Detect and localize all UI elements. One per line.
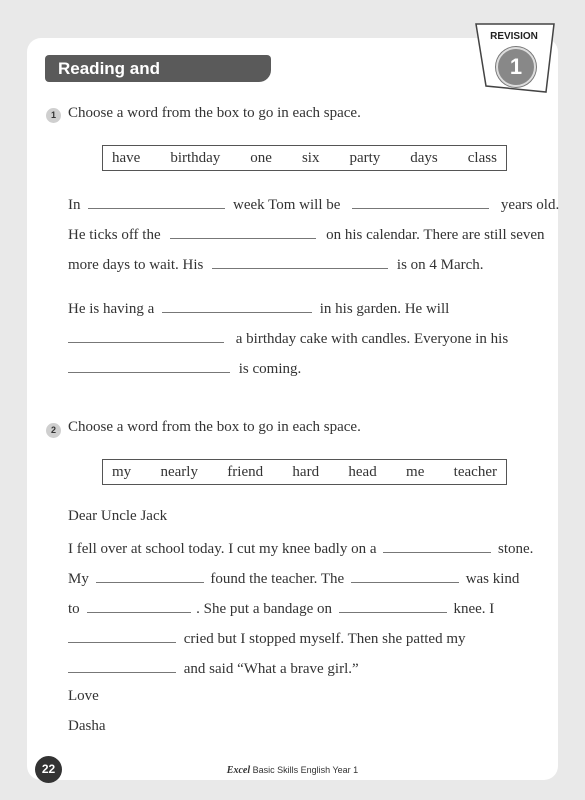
- answer-blank[interactable]: [68, 328, 224, 343]
- question-2-instruction: Choose a word from the box to go in each space.: [68, 419, 361, 435]
- revision-tab: [474, 22, 556, 94]
- passage-text: knee. I: [453, 601, 495, 617]
- passage-text: In: [68, 197, 81, 213]
- word-box-item: friend: [227, 463, 264, 480]
- revision-number: 1: [496, 47, 536, 87]
- word-box-1: [102, 145, 507, 171]
- passage-line: [68, 628, 466, 648]
- passage-text: to: [68, 601, 80, 617]
- word-box-item: have: [112, 149, 141, 166]
- word-box-item: class: [467, 149, 497, 166]
- answer-blank[interactable]: [88, 194, 225, 209]
- revision-label: REVISION: [490, 31, 538, 42]
- word-box-item: party: [349, 149, 381, 166]
- passage-line: [68, 598, 494, 618]
- answer-blank[interactable]: [339, 598, 447, 613]
- letter-signature: Dasha: [68, 718, 106, 734]
- answer-blank[interactable]: [68, 658, 176, 673]
- answer-blank[interactable]: [96, 568, 204, 583]
- page-number: 22: [35, 756, 62, 783]
- letter-signoff: Love: [68, 688, 99, 704]
- word-box-item: one: [250, 149, 272, 166]
- passage-text: a birthday cake with candles. Everyone in his: [235, 331, 509, 347]
- question-number-2: 2: [46, 423, 61, 438]
- question-1-instruction: Choose a word from the box to go in each space.: [68, 105, 361, 121]
- passage-text: was kind: [465, 571, 520, 587]
- passage-line: [68, 568, 519, 588]
- question-number-1: 1: [46, 108, 61, 123]
- passage-line: [68, 224, 545, 244]
- section-title: Reading and Comprehension: [45, 55, 271, 82]
- answer-blank[interactable]: [351, 568, 459, 583]
- passage-line: [68, 328, 508, 348]
- passage-text: My: [68, 571, 89, 587]
- answer-blank[interactable]: [162, 298, 312, 313]
- passage-line: [68, 194, 559, 214]
- word-box-item: days: [410, 149, 438, 166]
- answer-blank[interactable]: [68, 358, 230, 373]
- answer-blank[interactable]: [68, 628, 176, 643]
- passage-text: I fell over at school today. I cut my knee badly on a: [68, 541, 377, 557]
- passage-text: in his garden. He will: [319, 301, 450, 317]
- word-box-item: teacher: [453, 463, 497, 480]
- passage-text: on his calendar. There are still seven: [326, 227, 545, 243]
- footer-brand: Excel: [226, 765, 251, 776]
- passage-line: [68, 538, 533, 558]
- letter-greeting: Dear Uncle Jack: [68, 508, 168, 524]
- passage-line: [68, 658, 359, 678]
- answer-blank[interactable]: [87, 598, 191, 613]
- passage-text: stone.: [498, 541, 534, 557]
- passage-text: . She put a bandage on: [196, 601, 332, 617]
- word-box-item: hard: [292, 463, 320, 480]
- passage-text: is coming.: [238, 361, 302, 377]
- answer-blank[interactable]: [383, 538, 491, 553]
- passage-text: week Tom will be: [233, 197, 341, 213]
- passage-line: [68, 358, 301, 378]
- word-box-2: [102, 459, 507, 485]
- answer-blank[interactable]: [212, 254, 388, 269]
- passage-text: found the teacher. The: [210, 571, 345, 587]
- word-box-item: nearly: [160, 463, 198, 480]
- footer-title: Basic Skills English Year 1: [250, 765, 359, 775]
- answer-blank[interactable]: [352, 194, 489, 209]
- word-box-item: head: [348, 463, 377, 480]
- passage-text: He is having a: [68, 301, 155, 317]
- word-box-item: my: [112, 463, 132, 480]
- passage-text: cried but I stopped myself. Then she patted my: [183, 631, 466, 647]
- passage-text: He ticks off the: [68, 227, 161, 243]
- word-box-item: birthday: [170, 149, 221, 166]
- passage-line: [68, 254, 484, 274]
- word-box-item: me: [406, 463, 425, 480]
- answer-blank[interactable]: [170, 224, 316, 239]
- word-box-item: six: [301, 149, 320, 166]
- passage-text: is on 4 March.: [396, 257, 484, 273]
- passage-text: more days to wait. His: [68, 257, 204, 273]
- passage-text: and said “What a brave girl.”: [183, 661, 359, 677]
- passage-line: [68, 298, 449, 318]
- passage-text: years old.: [500, 197, 560, 213]
- footer-text: [0, 765, 585, 776]
